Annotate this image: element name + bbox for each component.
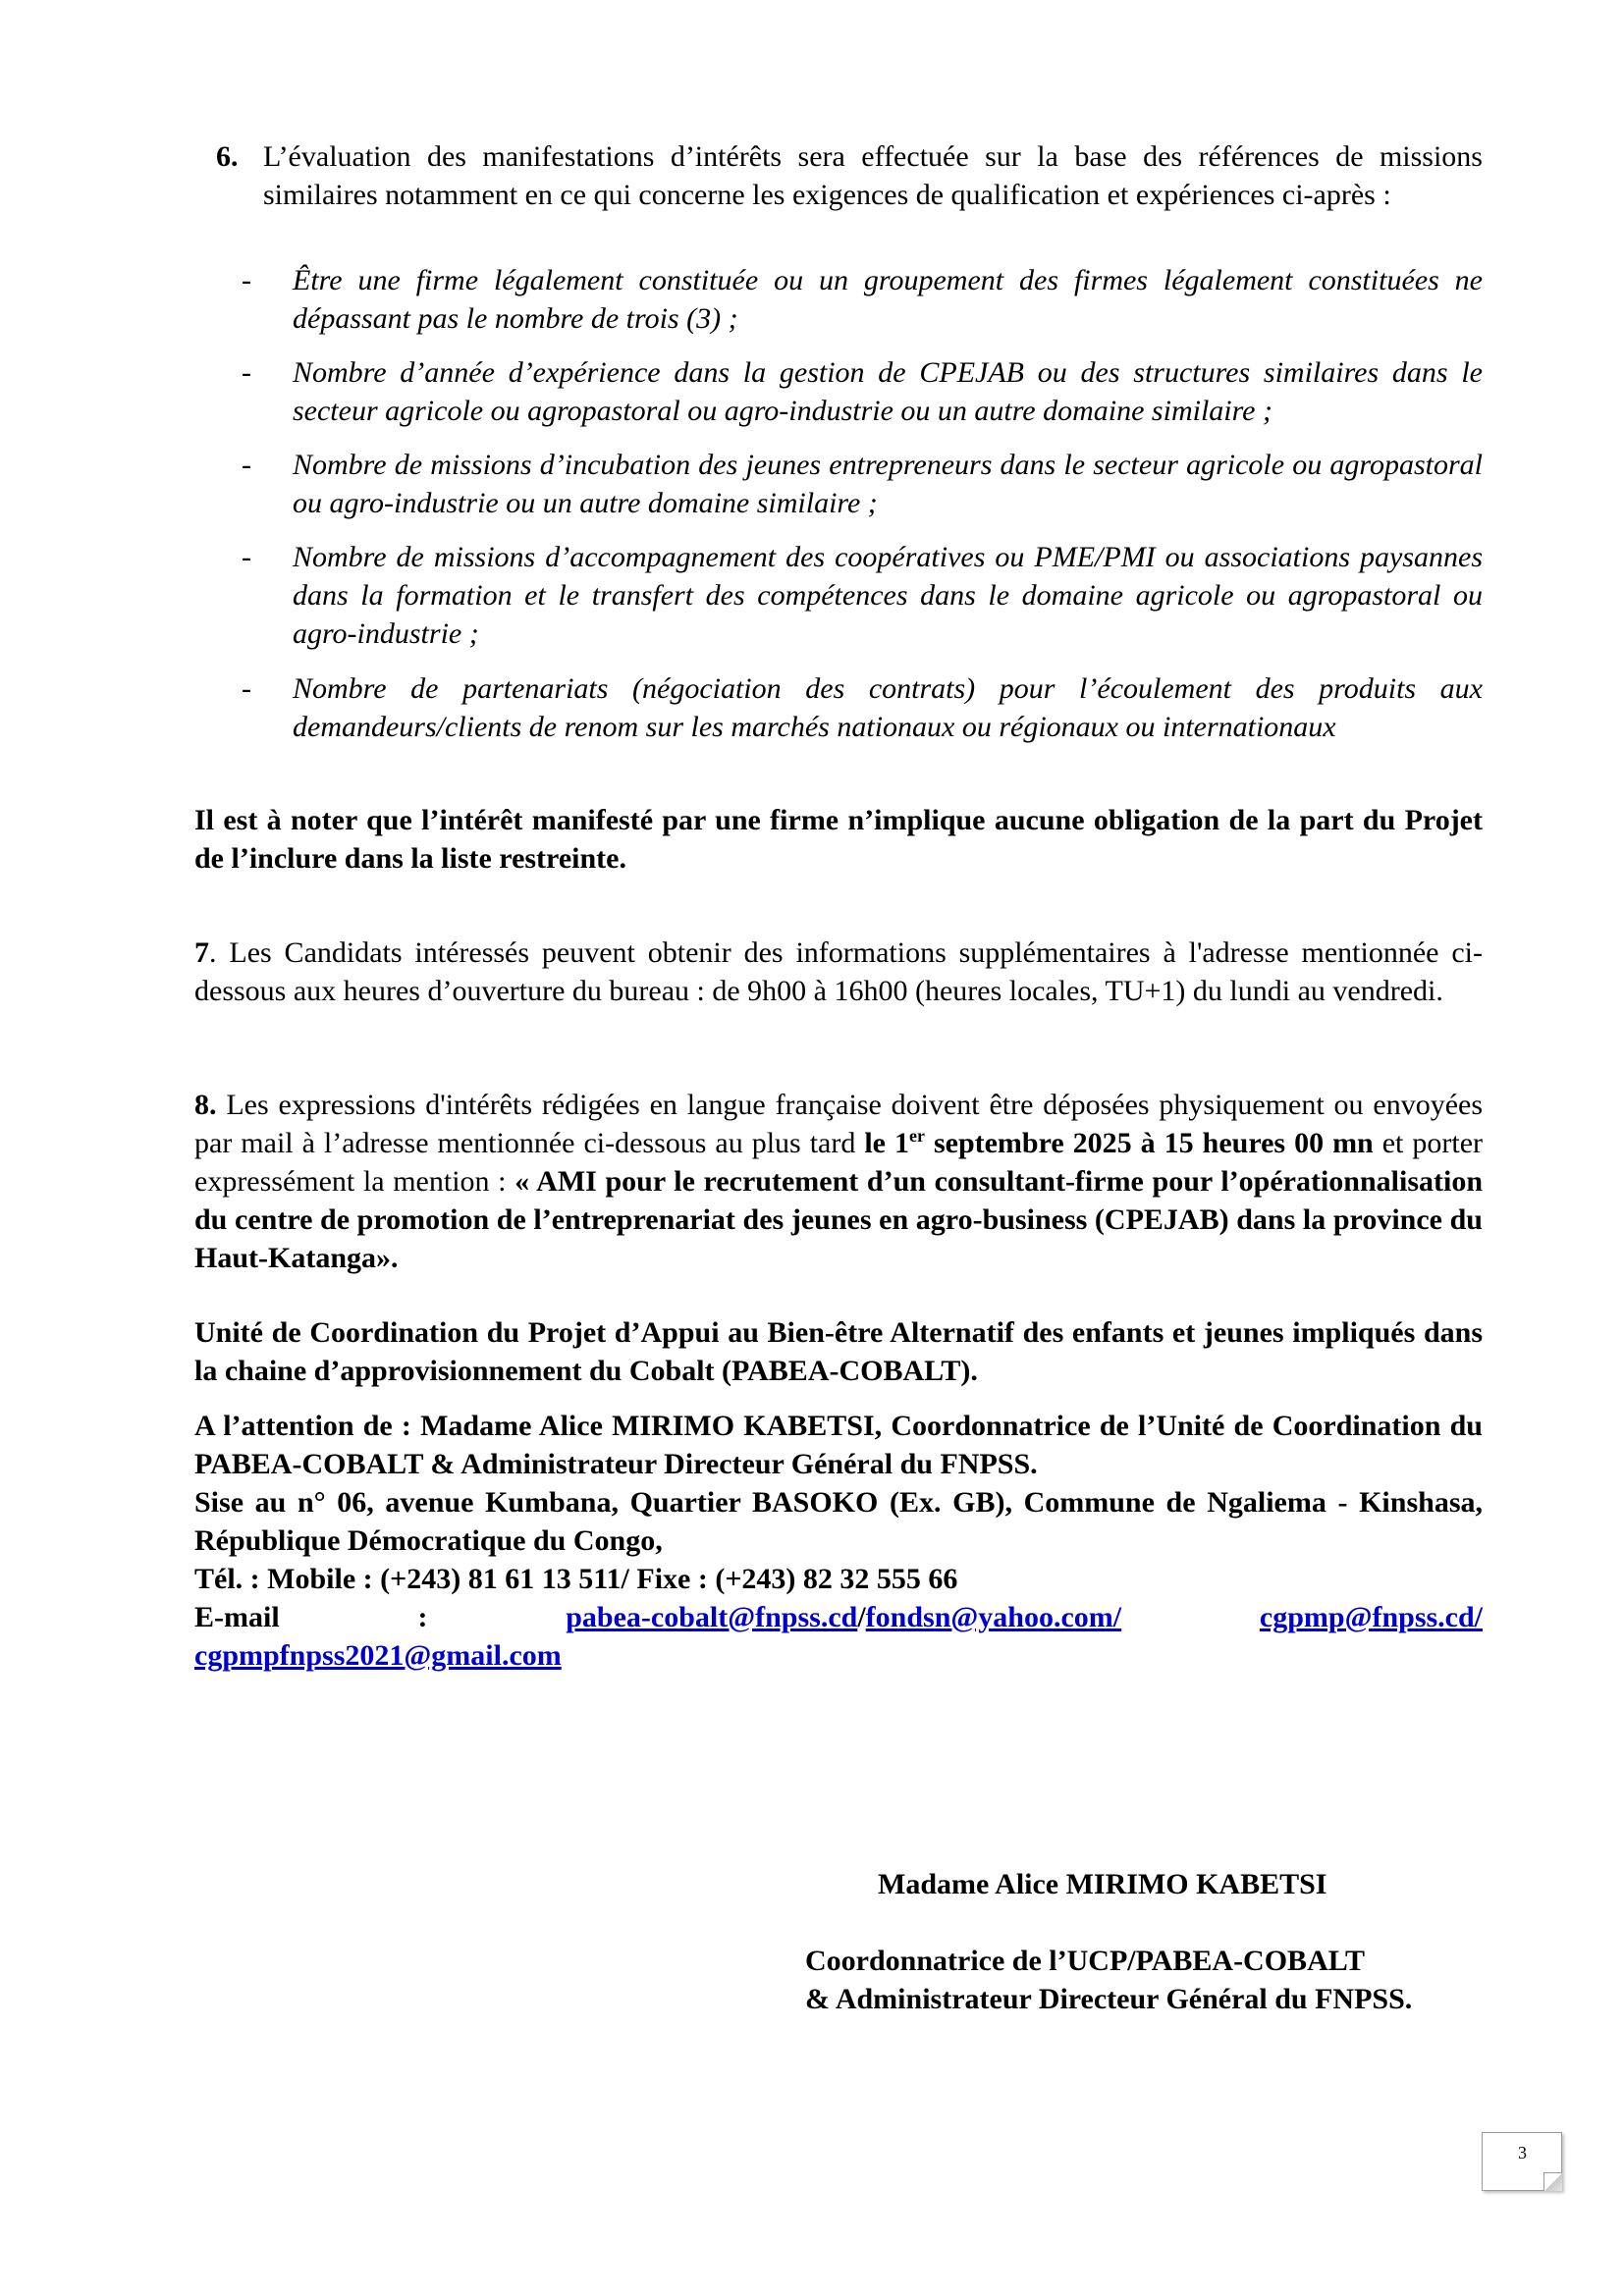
section-7-text: . Les Candidats intéressés peuvent obtenir des informations supplémentaires à l'adresse mentionnée ci-dessous aux heures d’ouverture du bureau : de 9h00 à 16h00 (heures locales, TU+1) du lundi au vendredi.	[194, 936, 1483, 1007]
contact-address: Sise au n° 06, avenue Kumbana, Quartier BASOKO (Ex. GB), Commune de Ngaliema - Kinshasa, République Démocratique du Congo,	[194, 1486, 1483, 1557]
section-7-number: 7	[194, 936, 209, 969]
bullet-dash: -	[242, 356, 251, 389]
page-number: 3	[1518, 2143, 1527, 2163]
deadline-date-rest: septembre 2025 à 15 heures 00 mn	[924, 1127, 1374, 1159]
bullet-item-1: Être une firme légalement constituée ou un groupement des firmes légalement constituées ne dépassant pas le nombre de trois (3) ;	[293, 264, 1483, 335]
email-label: E-mail	[194, 1601, 280, 1633]
signatory-title-2: & Administrateur Directeur Général du FNPSS.	[805, 1983, 1413, 2015]
email-separator: /	[857, 1601, 866, 1633]
bullet-dash: -	[242, 449, 251, 481]
obligation-note: Il est à noter que l’intérêt manifesté par une firme n’implique aucune obligation de la part du Projet de l’inclure dans la liste restreinte.	[194, 804, 1483, 875]
bullet-item-2: Nombre d’année d’expérience dans la gestion de CPEJAB ou des structures similaires dans le secteur agricole ou agropastoral ou agro-industrie ou un autre domaine similaire ;	[293, 356, 1483, 427]
bullet-item-4: Nombre de missions d’accompagnement des coopératives ou PME/PMI ou associations paysannes dans la formation et le transfert des compétences dans le domaine agricole ou agropastoral ou agro-industrie ;	[293, 541, 1483, 650]
page-curl-icon	[1543, 2172, 1562, 2191]
section-6-intro: L’évaluation des manifestations d’intérêts sera effectuée sur la base des références de missions similaires notamment en ce qui concerne les exigences de qualification et expériences ci-après :	[263, 140, 1483, 211]
email-colon: :	[417, 1601, 428, 1633]
ami-mention: « AMI pour le recrutement d’un consultant-firme pour l’opérationnalisation du centre de promotion de l’entreprenariat des jeunes en agro-business (CPEJAB) dans la province du Haut-Katanga».	[194, 1165, 1484, 1274]
bullet-dash: -	[242, 264, 251, 296]
bullet-item-3: Nombre de missions d’incubation des jeunes entrepreneurs dans le secteur agricole ou agropastoral ou agro-industrie ou un autre domaine similaire ;	[293, 449, 1483, 519]
page-number-box	[1482, 2132, 1562, 2191]
bullet-dash: -	[242, 541, 251, 573]
bullet-dash: -	[242, 672, 251, 705]
contact-email-line	[194, 1598, 1483, 1636]
signatory-name: Madame Alice MIRIMO KABETSI	[878, 1868, 1327, 1900]
contact-phone: Tél. : Mobile : (+243) 81 61 13 511/ Fixe : (+243) 82 32 555 66	[194, 1563, 958, 1595]
deadline-date-sup: er	[908, 1126, 925, 1146]
contact-attention: A l’attention de : Madame Alice MIRIMO KABETSI, Coordonnatrice de l’Unité de Coordination du PABEA-COBALT & Administrateur Directeur Général du FNPSS.	[194, 1410, 1483, 1480]
signatory-title-1: Coordonnatrice de l’UCP/PABEA-COBALT	[805, 1945, 1365, 1977]
contact-email-line-2	[194, 1636, 1483, 1675]
deadline-date	[864, 1127, 1373, 1159]
section-8-number: 8.	[194, 1089, 217, 1121]
email-link-pabea[interactable]: pabea-cobalt@fnpss.cd	[566, 1601, 858, 1633]
section-6-number: 6.	[216, 140, 239, 173]
email-link-cgpmp[interactable]: cgpmp@fnpss.cd/	[1259, 1601, 1484, 1633]
section-8-text-b: et porter expressément la mention :	[194, 1127, 1484, 1198]
email-link-gmail[interactable]: cgpmpfnpss2021@gmail.com	[194, 1639, 562, 1672]
section-7-paragraph	[194, 934, 1483, 1010]
bullet-item-5: Nombre de partenariats (négociation des contrats) pour l’écoulement des produits aux demandeurs/clients de renom sur les marchés nationaux ou régionaux ou internationaux	[293, 672, 1483, 743]
deadline-date-day: le 1	[864, 1127, 909, 1159]
section-8-text-a: Les expressions d'intérêts rédigées en langue française doivent être déposées physiquement ou envoyées par mail à l’adresse mentionnée ci-dessous au plus tard	[194, 1089, 1483, 1159]
section-8-paragraph	[194, 1086, 1483, 1277]
coordination-unit: Unité de Coordination du Projet d’Appui au Bien-être Alternatif des enfants et jeunes impliqués dans la chaine d’approvisionnement du Cobalt (PABEA-COBALT).	[194, 1316, 1483, 1387]
email-link-fondsn[interactable]: fondsn@yahoo.com/	[865, 1601, 1122, 1633]
